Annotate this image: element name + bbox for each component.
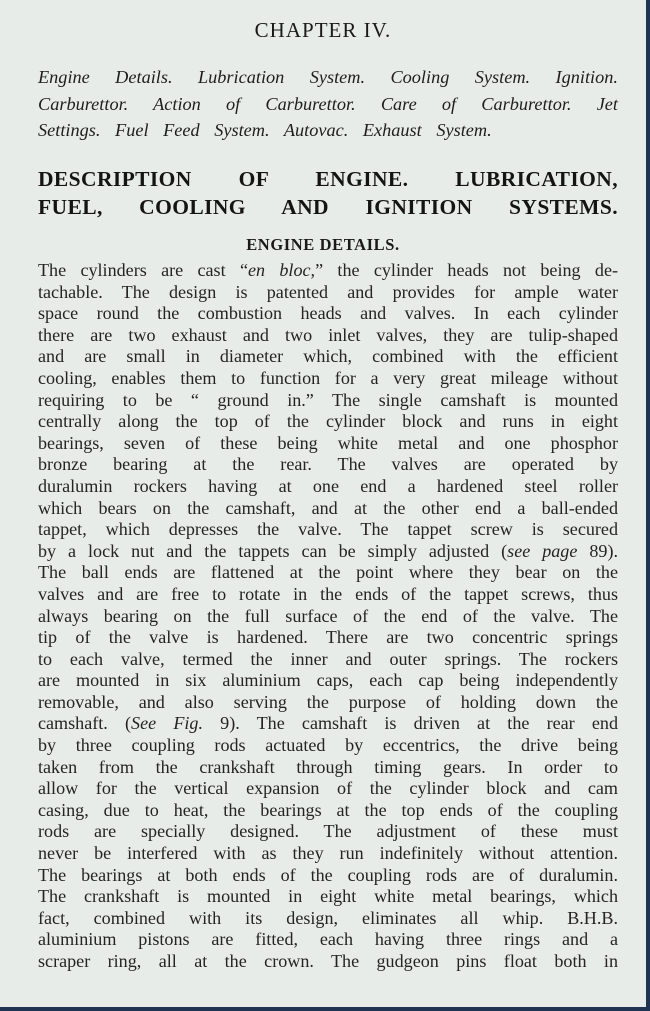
- text-run: bearings, seven of these being white metal and one phosphor: [38, 432, 618, 453]
- body-line: [38, 865, 618, 887]
- text-run: centrally along the top of the cylinder block and runs in eight: [38, 411, 618, 432]
- contents-topic: Autovac.: [283, 120, 349, 140]
- body-line: [38, 692, 618, 714]
- body-line: [38, 735, 618, 757]
- text-run: duralumin rockers having at one end a hardened steel roller: [38, 475, 618, 496]
- body-line: [38, 908, 618, 930]
- body-line: [38, 368, 618, 390]
- section-heading: [38, 165, 618, 221]
- body-line: [38, 757, 618, 779]
- body-line: [38, 562, 618, 584]
- contents-topic: Jet: [596, 93, 618, 114]
- body-line: [38, 649, 618, 671]
- body-line: [38, 325, 618, 347]
- contents-topic: Cooling System.: [390, 67, 531, 87]
- text-run: space round the combustion heads and valves. In each cylinder: [38, 303, 618, 324]
- italic-text: en bloc,: [247, 260, 316, 280]
- chapter-contents-summary: [38, 64, 618, 144]
- contents-line: [38, 117, 618, 144]
- body-line: [38, 498, 618, 520]
- text-run: tachable. The design is patented and provides for ample water: [38, 281, 618, 302]
- contents-line: [38, 91, 618, 118]
- text-run: always bearing on the full surface of the end of the valve. The: [38, 605, 618, 626]
- text-run: 9). The camshaft is driven at the rear end: [202, 713, 618, 734]
- text-run: valves and are free to rotate in the ends of the tappet screws, thus: [38, 583, 618, 604]
- body-line: [38, 346, 618, 368]
- contents-topic: Action of Carburettor.: [153, 93, 356, 114]
- body-line: [38, 390, 618, 412]
- contents-line: [38, 64, 618, 91]
- contents-topic: Lubrication System.: [197, 67, 366, 87]
- text-run: cooling, enables them to function for a very great mileage without: [38, 367, 618, 388]
- italic-text: see page: [507, 540, 578, 561]
- body-line: [38, 541, 618, 563]
- italic-text: See Fig.: [131, 713, 203, 734]
- body-line: [38, 476, 618, 498]
- body-text: [38, 260, 618, 973]
- text-run: to each valve, termed the inner and outer springs. The rockers: [38, 648, 618, 669]
- body-line: [38, 929, 618, 951]
- body-line: [38, 627, 618, 649]
- chapter-title: CHAPTER IV.: [254, 18, 392, 42]
- text-run: 89).: [577, 540, 618, 561]
- text-run: and are small in diameter which, combined with the efficient: [38, 346, 618, 367]
- contents-topic: Carburettor.: [38, 93, 129, 114]
- text-run: ” the cylinder heads not being de-: [315, 260, 619, 280]
- body-line: [38, 519, 618, 541]
- body-line: [38, 584, 618, 606]
- text-run: aluminium pistons are fitted, each having three rings and a: [38, 929, 618, 950]
- heading-line: DESCRIPTION OF ENGINE. LUBRICATION,: [38, 167, 618, 191]
- text-run: there are two exhaust and two inlet valves, they are tulip-shaped: [38, 324, 618, 345]
- text-run: fact, combined with its design, eliminates all whip. B.H.B.: [38, 907, 618, 928]
- body-line: [38, 433, 618, 455]
- text-run: by a lock nut and the tappets can be simply adjusted (: [38, 540, 508, 561]
- text-run: The cylinders are cast “: [38, 260, 248, 280]
- text-run: by three coupling rods actuated by eccentrics, the drive being: [38, 735, 618, 756]
- body-line: [38, 411, 618, 433]
- body-line: [38, 282, 618, 304]
- subsection-heading: ENGINE DETAILS.: [246, 235, 400, 254]
- text-run: scraper ring, all at the crown. The gudgeon pins float both in: [38, 951, 618, 971]
- text-run: bronze bearing at the rear. The valves are operated by: [38, 454, 618, 475]
- body-line: [38, 606, 618, 628]
- contents-topic: Fuel Feed System.: [115, 120, 270, 140]
- body-line: [38, 951, 618, 973]
- contents-topic: Settings.: [38, 120, 101, 140]
- text-run: taken from the crankshaft through timing gears. In order to: [38, 756, 618, 777]
- body-line: [38, 843, 618, 865]
- body-line: [38, 800, 618, 822]
- body-line: [38, 713, 618, 735]
- text-run: tip of the valve is hardened. There are two concentric springs: [38, 627, 618, 648]
- text-run: are mounted in six aluminium caps, each cap being independently: [38, 670, 618, 691]
- body-line: [38, 260, 618, 282]
- text-run: which bears on the camshaft, and at the other end a ball-ended: [38, 497, 618, 518]
- text-run: The bearings at both ends of the coupling rods are of duralumin.: [38, 864, 618, 885]
- text-run: rods are specially designed. The adjustment of these must: [38, 821, 618, 842]
- body-line: [38, 303, 618, 325]
- text-run: requiring to be “ ground in.” The single camshaft is mounted: [38, 389, 618, 410]
- heading-line: FUEL, COOLING AND IGNITION SYSTEMS.: [38, 195, 618, 219]
- text-run: camshaft. (: [38, 713, 132, 734]
- body-line: [38, 778, 618, 800]
- text-run: never be interfered with as they run indefinitely without attention.: [38, 843, 618, 864]
- body-line: [38, 454, 618, 476]
- text-run: removable, and also serving the purpose of holding down the: [38, 691, 618, 712]
- body-line: [38, 886, 618, 908]
- contents-topic: Exhaust System.: [362, 120, 492, 140]
- text-run: allow for the vertical expansion of the cylinder block and cam: [38, 778, 618, 799]
- text-run: tappet, which depresses the valve. The tappet screw is secured: [38, 519, 618, 540]
- text-run: The ball ends are flattened at the point where they bear on the: [38, 562, 618, 583]
- contents-topic: Care of Carburettor.: [380, 93, 572, 114]
- body-line: [38, 821, 618, 843]
- contents-topic: Ignition.: [555, 67, 618, 87]
- contents-topic: Engine Details.: [38, 67, 173, 87]
- text-run: casing, due to heat, the bearings at the top ends of the coupling: [38, 799, 618, 820]
- text-run: The crankshaft is mounted in eight white metal bearings, which: [38, 886, 618, 907]
- body-line: [38, 670, 618, 692]
